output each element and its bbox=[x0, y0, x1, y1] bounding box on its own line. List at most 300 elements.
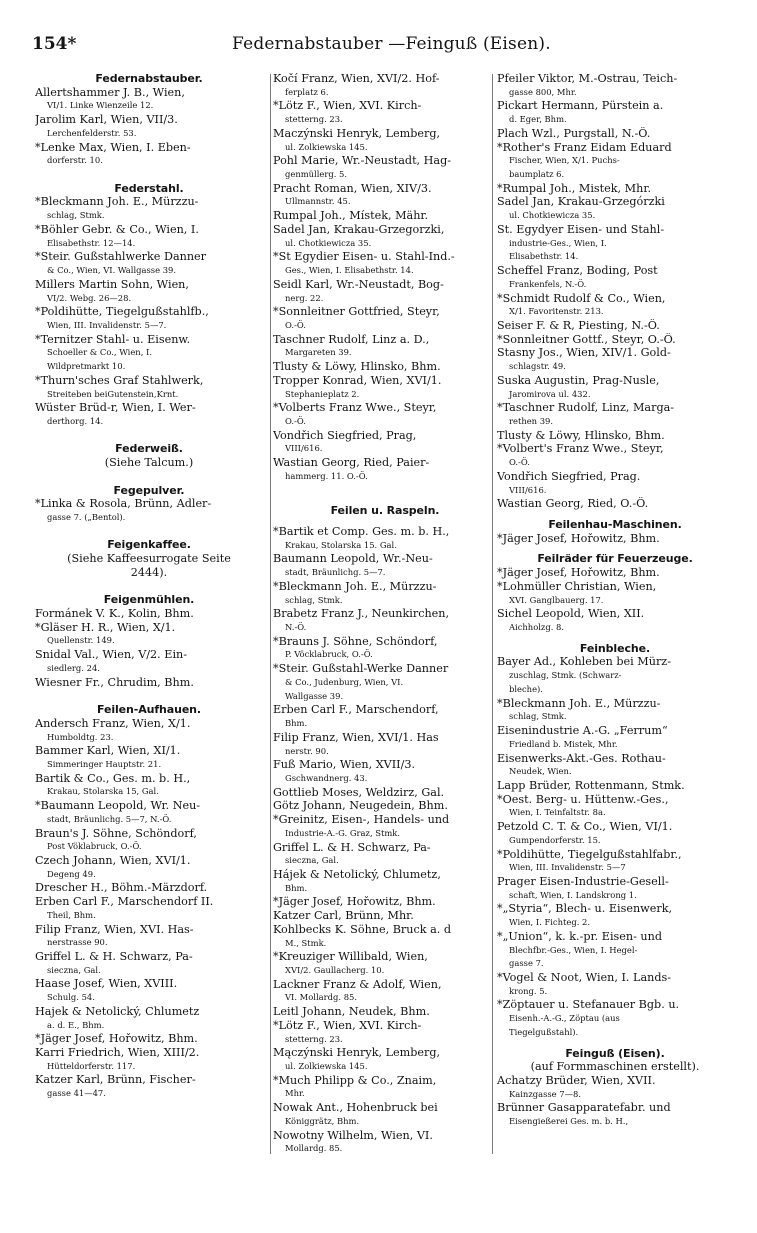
column-divider bbox=[270, 74, 271, 1154]
entry-name-line: *Brauns J. Söhne, Schöndorf, bbox=[273, 634, 438, 648]
section-spacer bbox=[35, 168, 263, 182]
entry-address-line: stadt, Bräunlichg. 5—7. bbox=[285, 567, 386, 578]
entry-name-line: Eisenwerks-Akt.-Ges. Rothau- bbox=[497, 751, 666, 765]
entry-name-line: Leitl Johann, Neudek, Bhm. bbox=[273, 1005, 430, 1019]
entry-address-line: bleche). bbox=[509, 683, 543, 694]
section-spacer bbox=[273, 497, 497, 504]
directory-entry bbox=[273, 99, 497, 126]
directory-entry bbox=[497, 902, 733, 929]
section-spacer bbox=[35, 580, 263, 594]
entry-name-line: *Taschner Rudolf, Linz, Marga- bbox=[497, 401, 675, 415]
entry-name-line: Mączýnski Henryk, Lemberg, bbox=[273, 1046, 441, 1060]
cross-reference-note: (auf Formmaschinen erstellt). bbox=[530, 1060, 700, 1074]
entry-address-line: VI. Mollardg. 85. bbox=[285, 992, 358, 1003]
directory-entry bbox=[273, 429, 497, 456]
entry-name-line: Pracht Roman, Wien, XIV/3. bbox=[273, 181, 432, 195]
directory-entry bbox=[497, 580, 733, 607]
entry-name-line: Pickart Hermann, Pürstein a. bbox=[497, 99, 664, 113]
entry-name-line: Allertshammer J. B., Wien, bbox=[35, 85, 185, 99]
section-heading: Feilen-Aufhauen. bbox=[96, 703, 201, 717]
directory-entry bbox=[273, 1101, 497, 1128]
directory-entry bbox=[35, 497, 263, 524]
directory-entry bbox=[497, 1101, 733, 1128]
entry-address-line: derthorg. 14. bbox=[47, 415, 104, 426]
entry-address-line: Quellenstr. 149. bbox=[47, 635, 115, 646]
directory-entry bbox=[497, 72, 733, 99]
entry-name-line: Fuß Mario, Wien, XVII/3. bbox=[273, 758, 416, 772]
entry-name-line: Seidl Karl, Wr.-Neustadt, Bog- bbox=[273, 277, 444, 291]
directory-entry bbox=[497, 401, 733, 428]
entry-address-line: Eisengießerei Ges. m. b. H., bbox=[509, 1116, 629, 1127]
entry-name-line: Drescher H., Böhm.-Märzdorf. bbox=[35, 881, 208, 895]
entry-address-line: zuschlag, Stmk. (Schwarz- bbox=[509, 670, 622, 681]
directory-entry bbox=[35, 881, 263, 895]
directory-entry bbox=[497, 264, 733, 291]
entry-address-line: ferplatz 6. bbox=[285, 86, 329, 97]
directory-entry bbox=[35, 374, 263, 401]
entry-name-line: Pfeiler Viktor, M.-Ostrau, Teich- bbox=[497, 72, 678, 85]
directory-entry bbox=[497, 497, 733, 511]
directory-entry bbox=[497, 99, 733, 126]
section-spacer bbox=[497, 511, 733, 518]
entry-address-line: gasse 800, Mhr. bbox=[509, 86, 577, 97]
entry-name-line: Griffel L. & H. Schwarz, Pa- bbox=[273, 840, 431, 854]
directory-entry bbox=[497, 930, 733, 971]
entry-address-line: Krakau, Stolarska 15. Gal. bbox=[285, 539, 397, 550]
entry-address-line: schaft, Wien, I. Landskrong 1. bbox=[509, 889, 637, 900]
directory-entry bbox=[273, 731, 497, 758]
entry-name-line: *St Egydier Eisen- u. Stahl-Ind.- bbox=[273, 250, 455, 264]
entry-name-line: *Bartik et Comp. Ges. m. b. H., bbox=[273, 525, 450, 538]
entry-name-line: *Poldihütte, Tiegelgußstahlfabr., bbox=[497, 847, 682, 861]
entry-address-line: Bhm. bbox=[285, 718, 308, 729]
entry-name-line: *Bleckmann Joh. E., Mürzzu- bbox=[273, 579, 437, 593]
entry-name-line: *Schmidt Rudolf & Co., Wien, bbox=[497, 291, 666, 305]
entry-address-line: Humboldtg. 23. bbox=[47, 731, 114, 742]
entry-address-line: Schoeller & Co., Wien, I. bbox=[47, 347, 152, 358]
entry-name-line: Maczýnski Henryk, Lemberg, bbox=[273, 126, 441, 140]
section-spacer bbox=[497, 635, 733, 642]
entry-name-line: Tlusty & Löwy, Hlinsko, Bhm. bbox=[273, 360, 441, 374]
entry-name-line: *Lötz F., Wien, XVI. Kirch- bbox=[273, 99, 422, 113]
section-heading: Feinbleche. bbox=[579, 641, 651, 655]
cross-reference-note: (Siehe Talcum.) bbox=[104, 456, 194, 470]
directory-entry bbox=[35, 827, 263, 854]
directory-entry bbox=[273, 278, 497, 305]
entry-name-line: *Gläser H. R., Wien, X/1. bbox=[35, 620, 176, 634]
entry-name-line: Tropper Konrad, Wien, XVI/1. bbox=[273, 373, 442, 387]
entry-address-line: nerg. 22. bbox=[285, 292, 324, 303]
entry-address-line: XVI. Ganglbauerg. 17. bbox=[509, 594, 604, 605]
entry-address-line: P. Vöcklabruck, O.-Ö. bbox=[285, 649, 373, 660]
entry-name-line: *Thurn'sches Graf Stahlwerk, bbox=[35, 373, 204, 387]
entry-address-line: XVI/2. Gaullacherg. 10. bbox=[285, 965, 385, 975]
entry-name-line: *Steir. Gußstahl-Werke Danner bbox=[273, 662, 449, 676]
directory-entry bbox=[35, 676, 263, 690]
directory-entry bbox=[273, 1074, 497, 1101]
entry-address-line: VI/1. Linke Wienzeile 12. bbox=[47, 100, 154, 111]
directory-entry bbox=[273, 1046, 497, 1073]
directory-entry bbox=[497, 223, 733, 264]
entry-address-line: stadt, Bräunlichg. 5—7, N.-Ö. bbox=[47, 813, 172, 824]
entry-address-line: Ges., Wien, I. Elisabethstr. 14. bbox=[285, 265, 414, 276]
entry-name-line: *Bleckmann Joh. E., Mürzzu- bbox=[497, 696, 661, 710]
entry-address-line: stetterng. 23. bbox=[285, 114, 343, 125]
entry-name-line: *Greinitz, Eisen-, Handels- und bbox=[273, 813, 450, 827]
entry-address-line: O.-Ö. bbox=[285, 319, 306, 330]
entry-name-line: *Baumann Leopold, Wr. Neu- bbox=[35, 799, 201, 813]
entry-name-line: Kočí Franz, Wien, XVI/2. Hof- bbox=[273, 72, 440, 85]
directory-entry bbox=[497, 346, 733, 373]
directory-entry bbox=[273, 456, 497, 483]
directory-entry bbox=[273, 786, 497, 800]
entry-address-line: & Co., Judenburg, Wien, VI. bbox=[285, 676, 404, 687]
directory-entry bbox=[35, 1046, 263, 1073]
directory-entry bbox=[273, 1129, 497, 1156]
entry-address-line: Post Vöklabruck, O.-Ö. bbox=[47, 841, 142, 852]
entry-address-line: ul. Chotkiewicza 35. bbox=[509, 210, 596, 221]
entry-name-line: *„Styria“, Blech- u. Eisenwerk, bbox=[497, 902, 673, 916]
entry-name-line: *Steir. Gußstahlwerke Danner bbox=[35, 250, 207, 264]
entry-address-line: schlag, Stmk. bbox=[285, 594, 343, 605]
directory-entry bbox=[497, 532, 733, 546]
entry-name-line: *„Union“, k. k.-pr. Eisen- und bbox=[497, 929, 662, 943]
entry-name-line: *Jäger Josef, Hořowitz, Bhm. bbox=[273, 895, 436, 909]
entry-name-line: Nowotny Wilhelm, Wien, VI. bbox=[273, 1128, 433, 1142]
section-heading: Federweiß. bbox=[115, 442, 183, 456]
section-spacer bbox=[35, 689, 263, 703]
section-spacer bbox=[497, 1040, 733, 1047]
entry-address-line: Wien, III. Invalidenstr. 5—7 bbox=[509, 862, 626, 873]
section-spacer bbox=[35, 429, 263, 443]
entry-name-line: Hájek & Netolický, Chlumetz, bbox=[273, 867, 441, 881]
directory-entry bbox=[497, 848, 733, 875]
entry-name-line: *Jäger Josef, Hořowitz, Bhm. bbox=[497, 566, 660, 580]
entry-name-line: Bammer Karl, Wien, XI/1. bbox=[35, 744, 181, 758]
entry-address-line: Wien, I. Fichteg. 2. bbox=[509, 917, 591, 928]
directory-entry bbox=[273, 813, 497, 840]
directory-entry bbox=[35, 86, 263, 113]
directory-entry bbox=[497, 195, 733, 222]
directory-entry bbox=[497, 724, 733, 751]
page-header bbox=[32, 34, 732, 58]
directory-entry bbox=[35, 648, 263, 675]
entry-address-line: Elisabethstr. 14. bbox=[509, 251, 579, 262]
directory-entry bbox=[497, 429, 733, 443]
entry-name-line: Bartik & Co., Ges. m. b. H., bbox=[35, 771, 191, 785]
directory-entry bbox=[497, 182, 733, 196]
entry-name-line: *Kreuziger Willibald, Wien, bbox=[273, 950, 428, 964]
entry-address-line: Wildpretmarkt 10. bbox=[47, 361, 126, 372]
directory-entry bbox=[273, 799, 497, 813]
entry-name-line: Czech Johann, Wien, XVI/1. bbox=[35, 853, 191, 867]
directory-entry bbox=[497, 566, 733, 580]
entry-name-line: Karri Friedrich, Wien, XIII/2. bbox=[35, 1046, 200, 1060]
page-number: 154* bbox=[32, 34, 77, 54]
entry-address-line: Simmeringer Hauptstr. 21. bbox=[47, 758, 162, 769]
entry-name-line: Prager Eisen-Industrie-Gesell- bbox=[497, 874, 669, 888]
entry-name-line: Hajek & Netolický, Chlumetz bbox=[35, 1004, 200, 1018]
directory-entry bbox=[273, 360, 497, 374]
entry-address-line: ul. Chotkiewicza 35. bbox=[285, 237, 372, 248]
directory-entry bbox=[35, 744, 263, 771]
directory-entry bbox=[273, 662, 497, 703]
cross-reference-note: (Siehe Kaffeesurrogate Seite bbox=[67, 552, 231, 566]
entry-name-line: Wastian Georg, Ried, O.-Ö. bbox=[497, 497, 649, 511]
directory-entry bbox=[497, 319, 733, 333]
directory-entry bbox=[497, 1074, 733, 1101]
directory-entry bbox=[497, 697, 733, 724]
entry-address-line: Eisenh.-A.-G., Zöptau (aus bbox=[509, 1013, 620, 1024]
cross-reference-note: 2444). bbox=[130, 565, 168, 579]
entry-name-line: Katzer Karl, Brünn, Fischer- bbox=[35, 1073, 196, 1087]
directory-entry bbox=[497, 971, 733, 998]
directory-entry bbox=[497, 793, 733, 820]
entry-address-line: Jaromirova ul. 432. bbox=[509, 388, 591, 399]
entry-name-line: Scheffel Franz, Boding, Post bbox=[497, 264, 658, 278]
directory-entry bbox=[273, 909, 497, 923]
directory-entry bbox=[273, 1019, 497, 1046]
directory-entry bbox=[497, 875, 733, 902]
directory-entry bbox=[35, 223, 263, 250]
entry-address-line: Margareten 39. bbox=[285, 347, 352, 358]
directory-entry bbox=[35, 305, 263, 332]
entry-name-line: Gottlieb Moses, Weldzirz, Gal. bbox=[273, 785, 445, 799]
directory-entry bbox=[273, 895, 497, 909]
directory-entry bbox=[497, 333, 733, 347]
entry-name-line: Erben Carl F., Marschendorf, bbox=[273, 703, 439, 717]
directory-entry bbox=[273, 923, 497, 950]
entry-name-line: *Ternitzer Stahl- u. Eisenw. bbox=[35, 332, 191, 346]
entry-name-line: Wiesner Fr., Chrudim, Bhm. bbox=[35, 675, 194, 689]
entry-name-line: Brabetz Franz J., Neunkirchen, bbox=[273, 607, 450, 621]
entry-address-line: ul. Zolkiewska 145. bbox=[285, 141, 368, 152]
entry-name-line: Vondřich Siegfried, Prag, bbox=[273, 428, 417, 442]
entry-address-line: gasse 41—47. bbox=[47, 1088, 106, 1099]
entry-address-line: Neudek, Wien. bbox=[509, 766, 572, 777]
section-spacer bbox=[35, 525, 263, 539]
entry-name-line: Haase Josef, Wien, XVIII. bbox=[35, 977, 178, 991]
directory-entry bbox=[35, 950, 263, 977]
entry-address-line: Stephanieplatz 2. bbox=[285, 388, 360, 399]
section-spacer bbox=[497, 545, 733, 552]
entry-address-line: Gschwandnerg. 43. bbox=[285, 772, 368, 783]
section-spacer bbox=[273, 484, 497, 498]
directory-entry bbox=[497, 127, 733, 141]
entry-address-line: Mollardg. 85. bbox=[285, 1143, 343, 1154]
entry-address-line: ul. Zolkiewska 145. bbox=[285, 1061, 368, 1072]
entry-name-line: Kohlbecks K. Söhne, Bruck a. d bbox=[273, 922, 452, 936]
entry-name-line: Wastian Georg, Ried, Paier- bbox=[273, 456, 430, 470]
entry-address-line: rethen 39. bbox=[509, 415, 554, 426]
entry-address-line: stetterng. 23. bbox=[285, 1033, 343, 1044]
directory-entry bbox=[35, 195, 263, 222]
directory-entry bbox=[497, 292, 733, 319]
entry-address-line: Wallgasse 39. bbox=[285, 690, 344, 701]
entry-address-line: nerstrasse 90. bbox=[47, 937, 108, 948]
directory-entry bbox=[497, 607, 733, 634]
entry-address-line: schlagstr. 49. bbox=[509, 361, 566, 372]
entry-address-line: Lerchenfelderstr. 53. bbox=[47, 127, 137, 138]
directory-entry bbox=[35, 1032, 263, 1046]
directory-entry bbox=[35, 772, 263, 799]
entry-address-line: Königgrätz, Bhm. bbox=[285, 1115, 360, 1126]
entry-address-line: krong. 5. bbox=[509, 985, 548, 996]
entry-address-line: Theil, Bhm. bbox=[47, 909, 96, 920]
directory-entry bbox=[35, 113, 263, 140]
entry-name-line: Griffel L. & H. Schwarz, Pa- bbox=[35, 950, 193, 963]
entry-address-line: gasse 7. („Bentol). bbox=[47, 512, 126, 522]
entry-name-line: Eisenindustrie A.-G. „Ferrum“ bbox=[497, 724, 668, 738]
entry-address-line: Friedland b. Mistek, Mhr. bbox=[509, 738, 618, 749]
entry-address-line: VIII/616. bbox=[509, 484, 547, 495]
entry-name-line: Lapp Brüder, Rottenmann, Stmk. bbox=[497, 778, 685, 792]
entry-address-line: hammerg. 11. O.-Ö. bbox=[285, 470, 368, 481]
directory-entry bbox=[497, 820, 733, 847]
entry-name-line: Taschner Rudolf, Linz a. D., bbox=[273, 332, 430, 346]
directory-entry bbox=[497, 442, 733, 469]
directory-entry bbox=[497, 752, 733, 779]
section-spacer bbox=[35, 470, 263, 484]
entry-name-line: Petzold C. T. & Co., Wien, VI/1. bbox=[497, 820, 673, 834]
entry-address-line: sieczna, Gal. bbox=[47, 964, 101, 975]
entry-address-line: Elisabethstr. 12—14. bbox=[47, 237, 136, 248]
entry-address-line: Aichholzg. 8. bbox=[509, 622, 565, 633]
entry-name-line: Baumann Leopold, Wr.-Neu- bbox=[273, 552, 433, 566]
entry-address-line: & Co., Wien, VI. Wallgasse 39. bbox=[47, 265, 177, 276]
directory-entry bbox=[497, 779, 733, 793]
entry-name-line: Brünner Gasapparatefabr. und bbox=[497, 1101, 671, 1115]
section-heading: Feigenmühlen. bbox=[103, 593, 195, 607]
entry-name-line: *Poldihütte, Tiegelgußstahlfb., bbox=[35, 305, 209, 319]
directory-entry bbox=[35, 799, 263, 826]
section-heading: Feilen u. Raspeln. bbox=[330, 504, 440, 518]
entry-address-line: Blechfbr.-Ges., Wien, I. Hegel- bbox=[509, 944, 638, 955]
entry-name-line: Lackner Franz & Adolf, Wien, bbox=[273, 977, 442, 991]
entry-name-line: Nowak Ant., Hohenbruck bei bbox=[273, 1101, 438, 1115]
entry-name-line: Götz Johann, Neugedein, Bhm. bbox=[273, 799, 448, 813]
entry-address-line: genmüllerg. 5. bbox=[285, 169, 348, 180]
section-heading: Feigenkaffee. bbox=[107, 538, 191, 552]
entry-address-line: siedlerg. 24. bbox=[47, 662, 100, 673]
entry-address-line: Tiegelgußstahl). bbox=[509, 1026, 579, 1037]
directory-entry bbox=[273, 209, 497, 223]
entry-address-line: industrie-Ges., Wien, I. bbox=[509, 237, 607, 248]
directory-entry bbox=[35, 278, 263, 305]
entry-name-line: Braun's J. Söhne, Schöndorf, bbox=[35, 826, 197, 840]
directory-entry bbox=[273, 758, 497, 785]
entry-address-line: X/1. Favoritenstr. 213. bbox=[509, 306, 604, 317]
entry-name-line: *Much Philipp & Co., Znaim, bbox=[273, 1073, 437, 1087]
entry-address-line: O.-Ö. bbox=[285, 415, 306, 426]
entry-name-line: *Vogel & Noot, Wien, I. Lands- bbox=[497, 971, 672, 984]
entry-address-line: Ullmannstr. 45. bbox=[285, 196, 351, 207]
entry-name-line: Formánek V. K., Kolin, Bhm. bbox=[35, 607, 194, 621]
entry-address-line: Bhm. bbox=[285, 882, 308, 893]
directory-entry bbox=[273, 374, 497, 401]
directory-entry bbox=[273, 635, 497, 662]
directory-entry bbox=[273, 401, 497, 428]
entry-address-line: Krakau, Stolarska 15, Gal. bbox=[47, 786, 159, 797]
entry-name-line: Achatzy Brüder, Wien, XVII. bbox=[497, 1074, 656, 1088]
column-left bbox=[35, 72, 263, 1101]
directory-entry bbox=[497, 655, 733, 696]
directory-entry bbox=[35, 1005, 263, 1032]
directory-entry bbox=[35, 717, 263, 744]
entry-address-line: M., Stmk. bbox=[285, 937, 327, 948]
entry-address-line: Industrie-A.-G. Graz, Stmk. bbox=[285, 827, 401, 838]
directory-entry bbox=[273, 127, 497, 154]
entry-name-line: *Lohmüller Christian, Wien, bbox=[497, 579, 657, 593]
directory-entry bbox=[273, 978, 497, 1005]
entry-address-line: Wien, III. Invalidenstr. 5—7. bbox=[47, 319, 167, 330]
directory-entry bbox=[273, 1005, 497, 1019]
directory-entry bbox=[497, 470, 733, 497]
entry-name-line: *Sonnleitner Gottf., Steyr, O.-Ö. bbox=[497, 332, 676, 346]
entry-name-line: *Lötz F., Wien, XVI. Kirch- bbox=[273, 1018, 422, 1032]
entry-address-line: Fischer, Wien, X/1. Puchs- bbox=[509, 155, 620, 166]
entry-address-line: VIII/616. bbox=[285, 443, 323, 454]
directory-entry bbox=[35, 923, 263, 950]
entry-name-line: *Böhler Gebr. & Co., Wien, I. bbox=[35, 222, 199, 236]
entry-name-line: Sadel Jan, Krakau-Grzegorzki, bbox=[273, 222, 445, 236]
entry-name-line: Sichel Leopold, Wien, XII. bbox=[497, 607, 645, 621]
section-heading: Fegepulver. bbox=[113, 483, 185, 497]
directory-entry bbox=[35, 854, 263, 881]
entry-name-line: *Bleckmann Joh. E., Mürzzu- bbox=[35, 195, 199, 209]
entry-name-line: Wüster Brüd-r, Wien, I. Wer- bbox=[35, 401, 196, 415]
entry-address-line: nerstr. 90. bbox=[285, 745, 329, 756]
directory-entry bbox=[273, 525, 497, 552]
entry-name-line: Millers Martin Sohn, Wien, bbox=[35, 277, 189, 291]
entry-name-line: Filip Franz, Wien, XVI. Has- bbox=[35, 922, 194, 936]
entry-address-line: Hütteldorferstr. 117. bbox=[47, 1060, 136, 1071]
entry-name-line: *Jäger Josef, Hořowitz, Bhm. bbox=[35, 1032, 198, 1046]
entry-address-line: Degeng 49. bbox=[47, 868, 96, 879]
directory-entry bbox=[35, 141, 263, 168]
directory-entry bbox=[273, 72, 497, 99]
section-spacer bbox=[273, 518, 497, 525]
directory-entry bbox=[273, 841, 497, 868]
entry-name-line: *Volberts Franz Wwe., Steyr, bbox=[273, 401, 437, 415]
directory-entry bbox=[35, 607, 263, 621]
entry-address-line: N.-Ö. bbox=[285, 622, 307, 633]
directory-entry bbox=[35, 250, 263, 277]
entry-address-line: d. Eger, Bhm. bbox=[509, 114, 567, 125]
entry-address-line: schlag, Stmk. bbox=[47, 210, 105, 221]
directory-entry bbox=[273, 182, 497, 209]
entry-name-line: *Sonnleitner Gottfried, Steyr, bbox=[273, 305, 440, 319]
directory-entry bbox=[497, 374, 733, 401]
entry-address-line: Frankenfels, N.-Ö. bbox=[509, 278, 587, 289]
section-heading: Feinguß (Eisen). bbox=[565, 1046, 665, 1060]
directory-entry bbox=[35, 895, 263, 922]
entry-address-line: Wien, I. Teinfaltstr. 8a. bbox=[509, 807, 606, 818]
directory-entry bbox=[273, 580, 497, 607]
entry-address-line: Kainzgasse 7—8. bbox=[509, 1088, 581, 1099]
entry-address-line: Streiteben beiGutenstein,Krnt. bbox=[47, 388, 179, 399]
column-middle bbox=[273, 72, 497, 1156]
entry-address-line: a. d. E., Bhm. bbox=[47, 1019, 105, 1030]
directory-entry bbox=[273, 305, 497, 332]
entry-name-line: Snidal Val., Wien, V/2. Ein- bbox=[35, 648, 188, 662]
entry-name-line: Pohl Marie, Wr.-Neustadt, Hag- bbox=[273, 154, 452, 168]
directory-entry bbox=[35, 621, 263, 648]
entry-name-line: St. Egydyer Eisen- und Stahl- bbox=[497, 222, 665, 236]
entry-name-line: Tlusty & Löwy, Hlinsko, Bhm. bbox=[497, 428, 665, 442]
directory-entry bbox=[273, 607, 497, 634]
entry-name-line: Erben Carl F., Marschendorf II. bbox=[35, 895, 214, 909]
